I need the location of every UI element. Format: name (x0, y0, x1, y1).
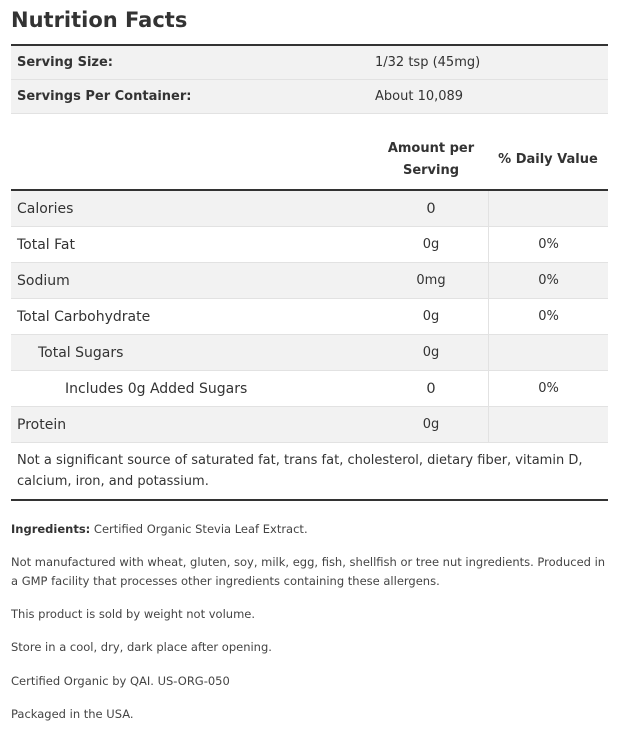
ingredients-line (11, 520, 608, 539)
nutrient-row-calories (11, 191, 608, 227)
nutrient-name: Total Sugars (38, 344, 124, 361)
nutrient-name: Total Carbohydrate (17, 308, 151, 325)
nutrient-name: Includes 0g Added Sugars (65, 380, 248, 397)
serving-size-label: Serving Size: (17, 55, 114, 70)
nutrient-amount: 0 (426, 200, 436, 217)
nutrient-daily-value (488, 407, 608, 442)
nutrient-amount: 0g (422, 237, 440, 252)
storage-note: Store in a cool, dry, dark place after opening. (11, 640, 272, 654)
nutrient-name: Total Fat (17, 236, 75, 253)
nutrient-footnote: Not a significant source of saturated fat, trans fat, cholesterol, dietary fiber, vitamin D, calcium, iron, and potassium. (11, 443, 608, 501)
serving-info (11, 44, 608, 114)
certification-note: Certified Organic by QAI. US-ORG-050 (11, 674, 230, 688)
nutrient-amount: 0 (426, 380, 436, 397)
ingredients-label: Ingredients: (11, 522, 91, 536)
amount-per-serving-header (374, 138, 488, 182)
serving-size-row (11, 46, 608, 80)
nutrient-name: Calories (17, 200, 74, 217)
nutrient-daily-value (488, 191, 608, 226)
amount-header-line2: Serving (402, 162, 460, 178)
daily-value-header: % Daily Value (498, 152, 598, 167)
nutrient-table (11, 130, 608, 501)
nutrient-amount: 0g (422, 417, 440, 432)
ingredients-text: Certified Organic Stevia Leaf Extract. (90, 522, 308, 536)
nutrient-amount: 0mg (416, 273, 446, 288)
nutrient-row-sodium (11, 263, 608, 299)
origin-note: Packaged in the USA. (11, 707, 134, 721)
nutrient-table-header (11, 130, 608, 191)
nutrient-row-total-fat (11, 227, 608, 263)
nutrient-amount: 0g (422, 345, 440, 360)
nutrient-row-protein (11, 407, 608, 443)
nutrient-daily-value: 0% (488, 263, 608, 298)
servings-per-container-value: About 10,089 (375, 89, 464, 104)
serving-size-value: 1/32 tsp (45mg) (375, 55, 481, 70)
nutrition-facts-title: Nutrition Facts (11, 8, 188, 32)
nutrient-row-total-sugars (11, 335, 608, 371)
servings-per-container-label: Servings Per Container: (17, 89, 192, 104)
nutrient-row-added-sugars (11, 371, 608, 407)
nutrient-name: Protein (17, 416, 67, 433)
nutrient-amount: 0g (422, 309, 440, 324)
allergen-statement: Not manufactured with wheat, gluten, soy, milk, egg, fish, shellfish or tree nut ingredients. Produced in a GMP facility that processes other ingredients containing these allergens. (11, 555, 606, 588)
nutrient-daily-value: 0% (488, 227, 608, 262)
nutrient-daily-value: 0% (488, 371, 608, 406)
weight-note: This product is sold by weight not volume. (11, 607, 255, 621)
nutrient-daily-value (488, 335, 608, 370)
nutrient-name: Sodium (17, 272, 70, 289)
amount-header-line1: Amount per (387, 140, 475, 156)
nutrient-daily-value: 0% (488, 299, 608, 334)
nutrient-row-total-carbohydrate (11, 299, 608, 335)
servings-per-container-row (11, 80, 608, 114)
